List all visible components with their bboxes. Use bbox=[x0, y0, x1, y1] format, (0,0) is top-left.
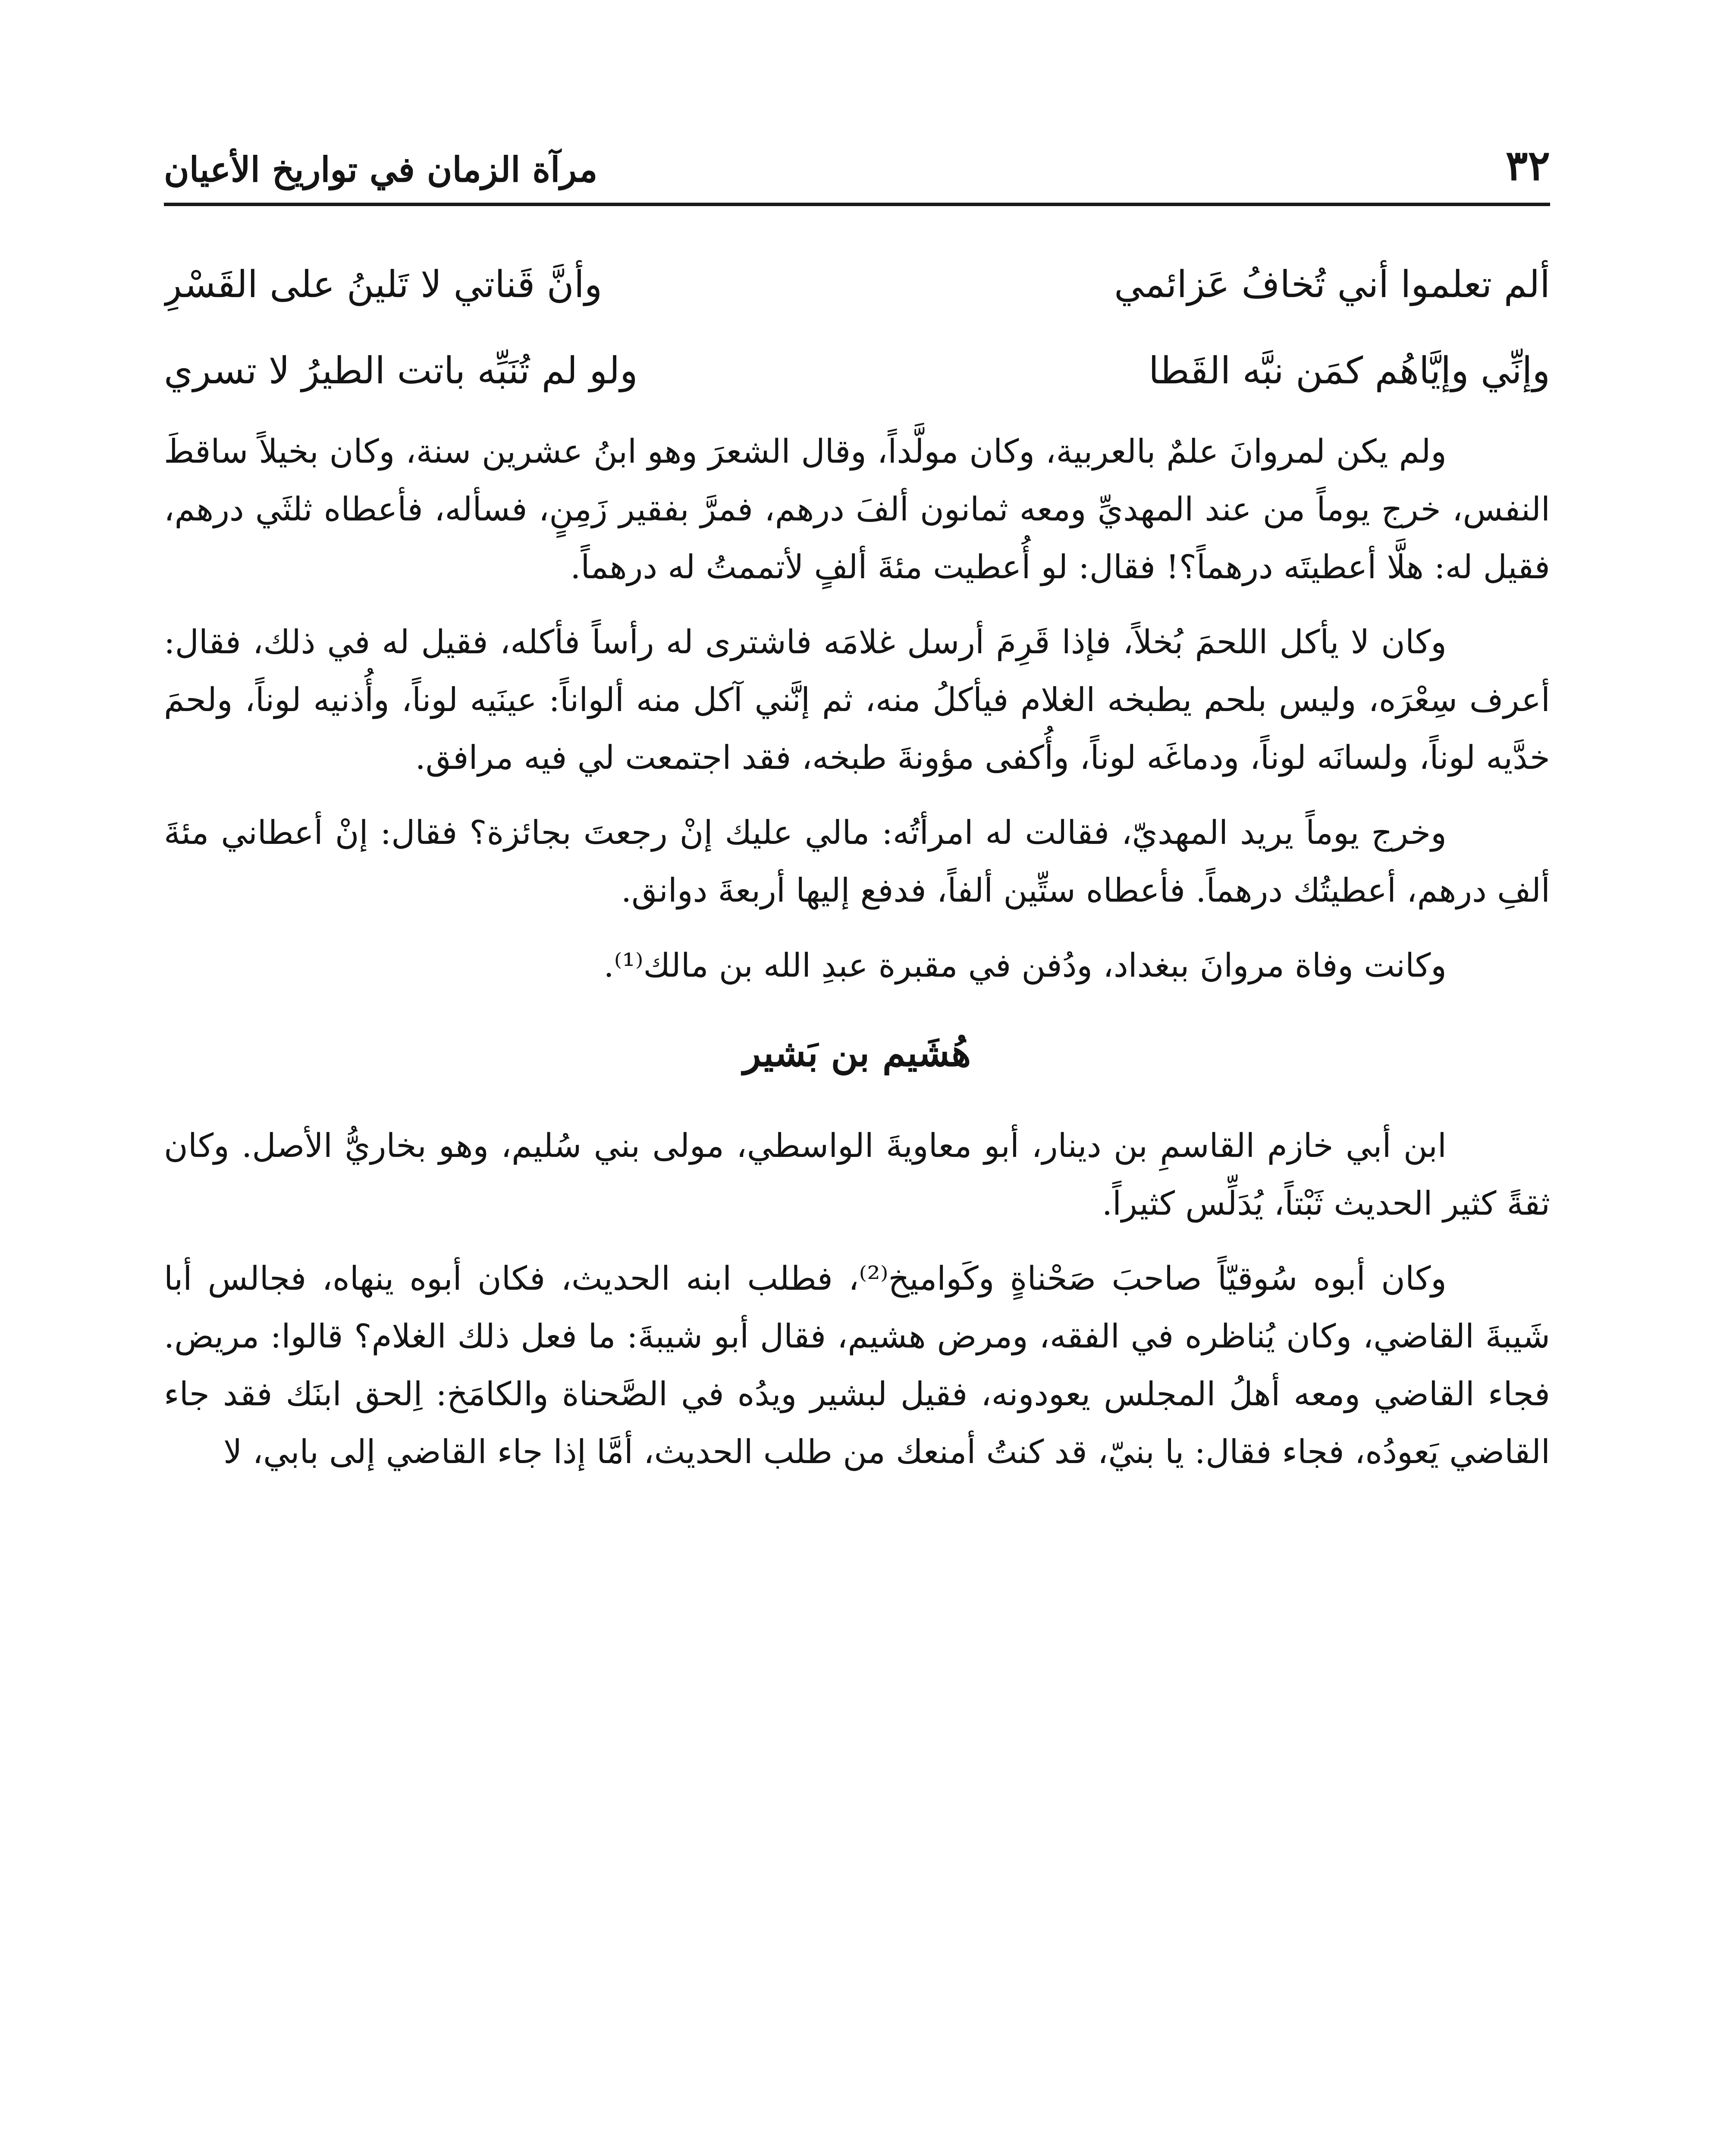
verse-line bbox=[164, 328, 1550, 414]
verse-first-hemistich: ألم تعلموا أني تُخافُ عَزائمي bbox=[1114, 263, 1550, 306]
verse-line bbox=[164, 241, 1550, 328]
main-text bbox=[164, 241, 1550, 1498]
verse-first-hemistich: وإنِّي وإيَّاهُم كمَن نبَّه القَطا bbox=[1148, 349, 1550, 392]
paragraph: وخرج يوماً يريد المهديّ، فقالت له امرأتُه: مالي عليك إنْ رجعتَ بجائزة؟ فقال: إنْ أعطاني مئةَ ألفِ درهم، أعطيتُك درهماً. فأعطاه ستِّين ألفاً، فدفع إليها أربعةَ دوانق. bbox=[164, 813, 1550, 909]
verse-second-hemistich: وأنَّ قَناتي لا تَلينُ على القَسْرِ bbox=[164, 263, 603, 306]
paragraph: ابن أبي خازم القاسمِ بن دينار، أبو معاويةَ الواسطي، مولى بني سُليم، وهو بخاريُّ الأصل. وكان ثقةً كثير الحديث ثَبْتاً، يُدَلِّس كثيراً. bbox=[164, 1126, 1550, 1222]
page-header bbox=[164, 129, 1550, 206]
section-title: هُشَيم بن بَشير bbox=[743, 1031, 971, 1075]
paragraph: وكان لا يأكل اللحمَ بُخلاً، فإذا قَرِمَ أرسل غلامَه فاشترى له رأساً فأكله، فقيل له في ذلك، فقال: أعرف سِعْرَه، وليس بلحم يطبخه الغلام فيأكلُ منه، ثم إنَّني آكل منه ألواناً: عينَيه لوناً، وأُذنيه لوناً، ولحمَ خدَّيه لوناً، ولسانَه لوناً، ودماغَه لوناً، وأُكفى مؤونةَ طبخه، فقد اجتمعت لي فيه مرافق. bbox=[164, 623, 1550, 777]
paragraph: وكان أبوه سُوقيّاً صاحبَ صَحْناةٍ وكَواميخ⁽²⁾، فطلب ابنه الحديث، فكان أبوه ينهاه، فجالس أبا شَيبةَ القاضي، وكان يُناظره في الفقه، ومرض هشيم، فقال أبو شيبةَ: ما فعل ذلك الغلام؟ قالوا: مريض. فجاء القاضي ومعه أهلُ المجلس يعودونه، فقيل لبشير ويدُه في الصَّحناة والكامَخ: اِلحق ابنَك فقد جاء القاضي يَعودُه، فجاء فقال: يا بنيّ، قد كنتُ أمنعك من طلب الحديث، أمَّا إذا جاء القاضي إلى بابي، لا bbox=[164, 1259, 1550, 1471]
running-title: مرآة الزمان في تواريخ الأعيان bbox=[164, 149, 598, 190]
paragraph: ولم يكن لمروانَ علمٌ بالعربية، وكان مولَّداً، وقال الشعرَ وهو ابنُ عشرين سنة، وكان بخيلاً ساقطَ النفس، خرج يوماً من عند المهديِّ ومعه ثمانون ألفَ درهم، فمرَّ بفقير زَمِنٍ، فسأله، فأعطاه ثلثَي درهم، فقيل له: هلَّا أعطيتَه درهماً؟! فقال: لو أُعطيت مئةَ ألفٍ لأتممتُ له درهماً. bbox=[164, 432, 1550, 586]
paragraph: وكانت وفاة مروانَ ببغداد، ودُفن في مقبرة عبدِ الله بن مالك⁽¹⁾. bbox=[603, 946, 1447, 984]
page-number: ٣٢ bbox=[1505, 141, 1550, 190]
verse-second-hemistich: ولو لم تُنَبِّه باتت الطيرُ لا تسري bbox=[164, 349, 638, 392]
